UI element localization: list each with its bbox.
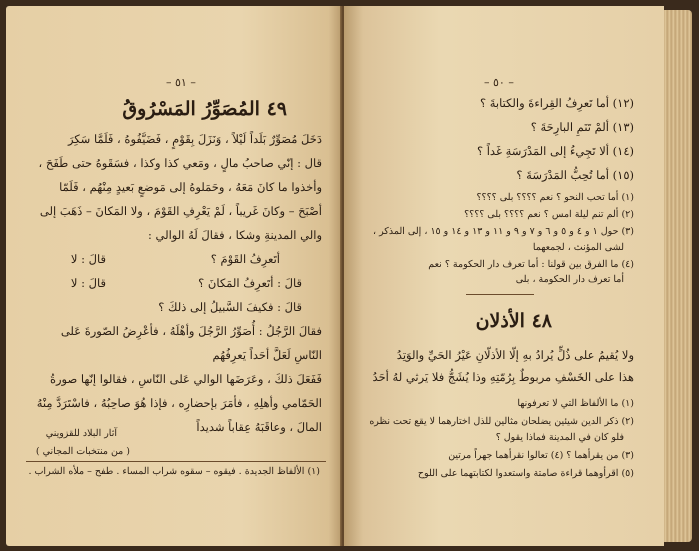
- exercise: (٢) ذكر الدين شيئين يضلحان مثالين للذل اختارهما لا يقع تحت نظره: [369, 416, 634, 427]
- poem-line: ولا يُقيمُ على ذُلٍّ يُرادُ بهِ إلّا الأذلّانِ عَيْرُ الحَيِّ والوَتِدُ: [396, 348, 634, 362]
- note: أما تعرف دار الحكومة ، بلى: [515, 274, 624, 285]
- question: (١٢) أما تَعرِفُ القِراءةَ والكتابةَ ؟: [479, 96, 634, 110]
- open-book: [6, 6, 694, 546]
- exercise: (١) ما الألفاظ التي لا تعرفونها: [517, 398, 634, 409]
- section-divider: [466, 294, 534, 295]
- note: (١) أما تحب النحو ؟ نعم ؟؟؟؟ بلى ؟؟؟؟: [476, 192, 634, 203]
- story-line: فَفَعَلَ ذلكَ ، وعَرَضَها الوالي عَلى النّاسِ ، فقالوا إنّها صورةُ: [49, 372, 322, 386]
- dialogue-answer: قالَ : لا: [70, 276, 106, 290]
- question: (١٥) أما تُحِبُّ المَدْرَسَةَ ؟: [516, 168, 634, 182]
- dialogue-question: قالَ : أتَعرِفُ المَكانَ ؟: [198, 276, 302, 290]
- page-number: – ٥١ –: [166, 76, 196, 89]
- story-line: فقالَ الرَّجُلُ : أُصَوِّرُ الرَّجُلَ وأهْلَهُ ، فأعْرِضُ الصّورةَ عَلى: [60, 324, 322, 338]
- note: (٤) ما الفرق بين قولنا : أما تعرف دار الحكومة ؟ نعم: [428, 259, 634, 270]
- story-line: النّاسِ لَعَلَّ أحَداً يَعرِفُهُم: [212, 348, 322, 362]
- note: لشى المؤنث ، لجمعهما: [532, 242, 624, 253]
- story-line: دَخَلَ مُصَوِّرٌ بَلَداً لَيْلاً ، وَنَزَلَ بِقَوْمٍ ، فَضَيَّفُوهُ ، فَلَمَّا سَكِرَ: [67, 132, 322, 146]
- note: (٢) ألم تنم ليلة امس ؟ نعم ؟؟؟؟ بلى ؟؟؟؟: [464, 209, 634, 220]
- left-page: [6, 6, 342, 546]
- lesson-title: ٤٨ الأذلان: [475, 310, 552, 332]
- story-line: المالَ ، وعاقَبَهُ عِقاباً شديداً: [196, 420, 322, 434]
- right-page: [344, 6, 664, 546]
- exercise: فلو كان في المدينة فماذا يقول ؟: [495, 432, 624, 443]
- poem-line: هذا على الخَسْفِ مربوطٌ بِرُمّتِهِ وذا يُشَجُّ فلا يَرثي لهُ أحَدُ: [372, 370, 634, 384]
- question: (١٤) ألا تَجِيءُ إلى المَدْرَسَةِ غَداً ؟: [476, 144, 634, 158]
- note: (٣) حول ١ و ٤ و ٥ و ٦ و ٧ و ٩ و ١١ و ١٣ و ١٤ و ١٥ ، إلى المذكر ،: [372, 226, 634, 237]
- exercise: (٥) اقرأوهما قراءة صامتة واستعدوا لكتابتهما على اللوح: [417, 468, 634, 479]
- page-number: – ٥٠ –: [484, 76, 514, 89]
- source-note: ( من منتخبات المجاني ): [35, 446, 130, 457]
- dialogue-question: أتَعرِفُ القَوْمَ ؟: [210, 252, 280, 266]
- source-citation: آثار البلاد للقزويني: [45, 428, 117, 439]
- exercise: (٣) من يقرأهما ؟ (٤) تعالوا نقرأهما جهراً مرتين: [448, 450, 634, 461]
- dialogue-answer: قالَ : لا: [70, 252, 106, 266]
- lesson-title: ٤٩ المُصَوِّرُ المَسْرُوقُ: [122, 98, 287, 120]
- story-line: أصْبَحَ – وكانَ غَريباً ، لَمْ يَعْرِفِ القَوْمَ ، ولا المَكانَ – ذَهَبَ إلى: [39, 204, 322, 218]
- story-line: وأخذوا ما كانَ مَعَهُ ، وحَمَلوهُ إلى مَوضعٍ بَعيدٍ مِنْهُم ، فَلَمّا: [59, 180, 322, 194]
- story-line: قال : إنّي صاحبُ مالٍ ، ومَعي كذا وكذا ، فسَقَوهُ حتى طَفَحَ ،: [38, 156, 322, 170]
- footnote-divider: [26, 461, 326, 462]
- story-line: الحَمّامي وأهلِهِ ، فأمَرَ بإحضارِه ، فإذا هُوَ صاحِبُهُ ، فاسْتَرَدَّ مِنْهُ: [36, 396, 322, 410]
- story-line: قالَ : فكيفَ السَّبيلُ إلى ذلكَ ؟: [158, 300, 302, 314]
- footnote: (١) الألفاظ الجديدة . فيقوه – سقوه شراب المساء . طفح – ملأه الشراب .: [28, 466, 320, 477]
- question: (١٣) ألمْ تَنَمِ البارِحَةَ ؟: [530, 120, 634, 134]
- page-edges: [664, 10, 692, 542]
- story-line: والي المدينةِ وشكا ، فقالَ لَهُ الوالي :: [147, 228, 322, 242]
